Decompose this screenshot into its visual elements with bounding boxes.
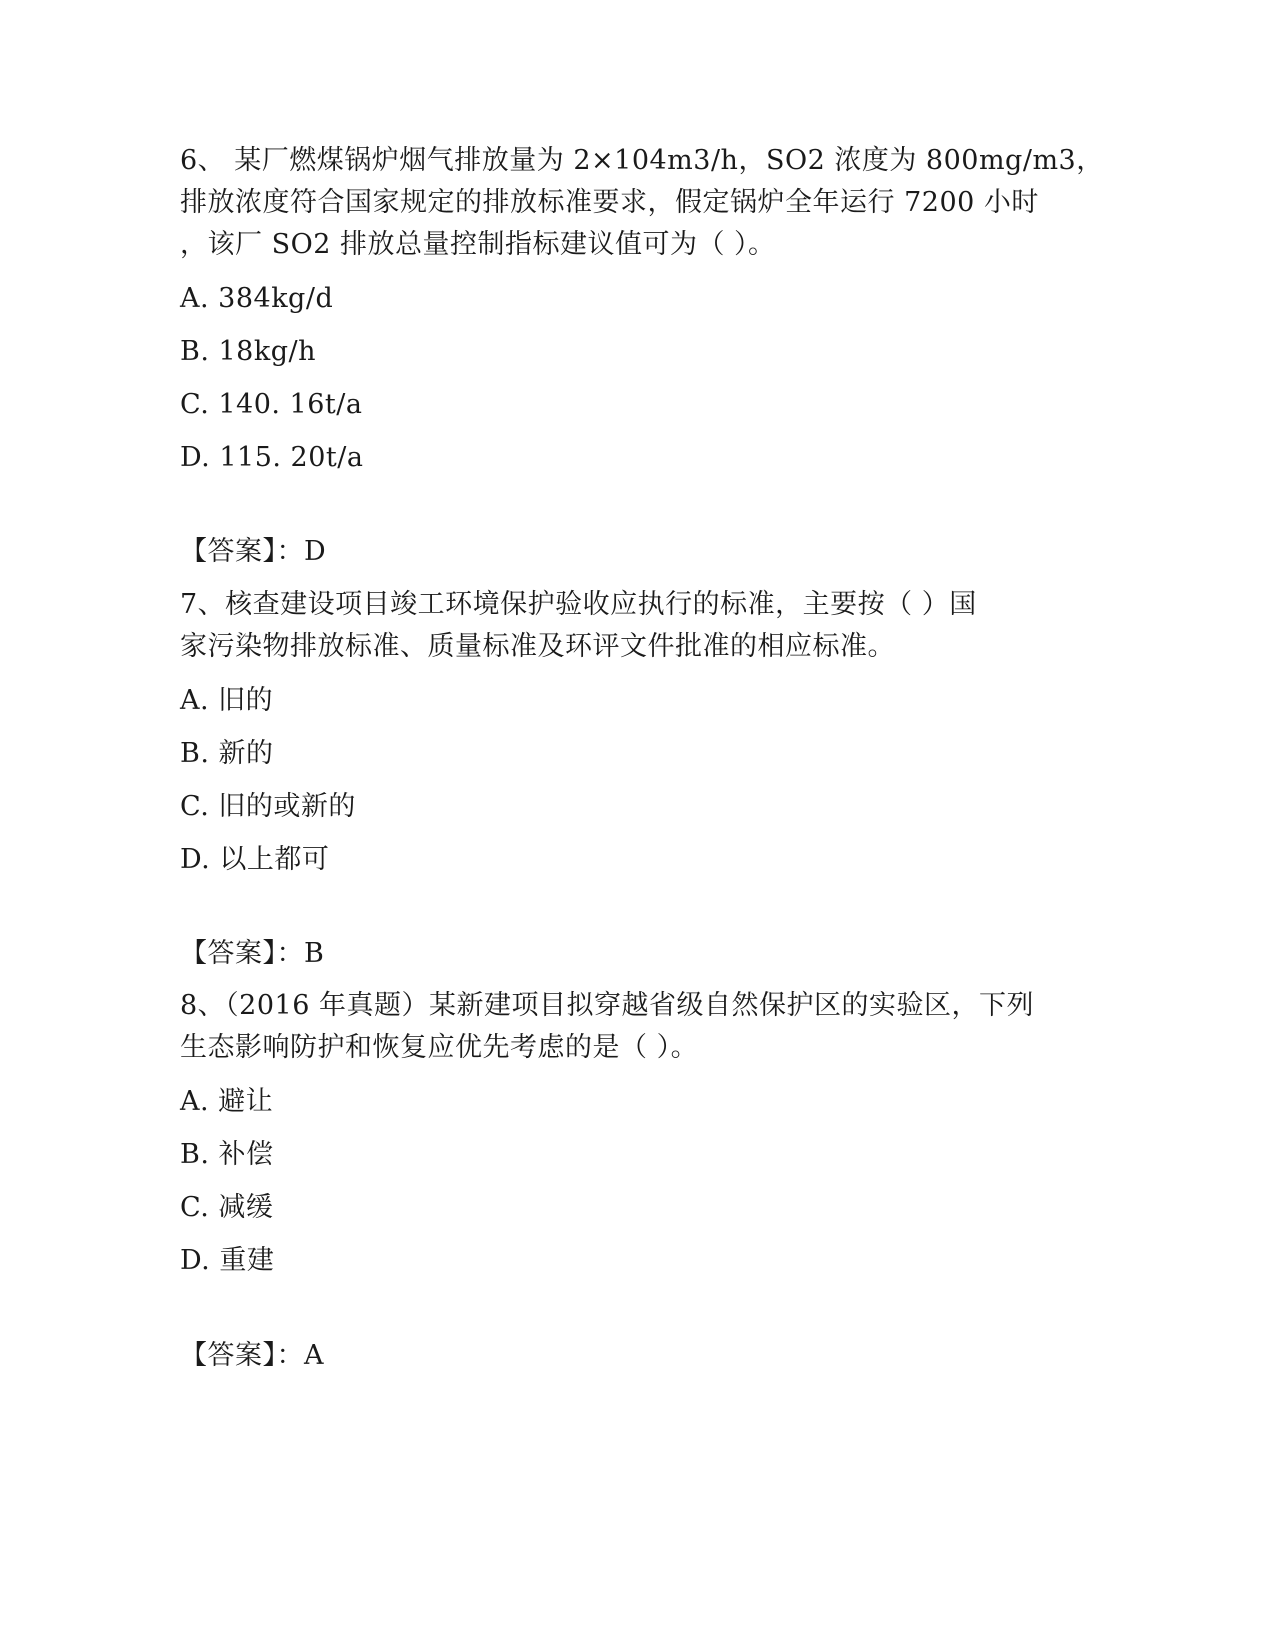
question-6-stem-line-1: 6、 某厂燃煤锅炉烟气排放量为 2×104m3/h，SO2 浓度为 800mg/m3， xyxy=(180,145,1104,176)
question-6-option-a: A. 384kg/d xyxy=(180,283,334,314)
question-8-stem-line-1: 8、（2016 年真题）某新建项目拟穿越省级自然保护区的实验区，下列 xyxy=(180,990,1034,1021)
question-6-stem-line-3: ，该厂 SO2 排放总量控制指标建议值可为（ ）。 xyxy=(180,229,776,260)
question-7-stem-line-2: 家污染物排放标准、质量标准及环评文件批准的相应标准。 xyxy=(180,631,895,662)
question-6-answer: 【答案】：D xyxy=(180,536,327,567)
question-6-stem-line-2: 排放浓度符合国家规定的排放标准要求，假定锅炉全年运行 7200 小时 xyxy=(180,187,1039,218)
question-7-option-b: B. 新的 xyxy=(180,738,274,769)
question-8-option-a: A. 避让 xyxy=(180,1086,274,1117)
question-7-option-c: C. 旧的或新的 xyxy=(180,791,356,822)
question-6-option-b: B. 18kg/h xyxy=(180,336,316,367)
question-7-answer: 【答案】：B xyxy=(180,938,325,969)
question-7-option-a: A. 旧的 xyxy=(180,685,274,716)
question-8-option-d: D. 重建 xyxy=(180,1245,275,1276)
question-7-option-d: D. 以上都可 xyxy=(180,844,330,875)
question-6-option-c: C. 140. 16t/a xyxy=(180,389,363,420)
question-6-option-d: D. 115. 20t/a xyxy=(180,442,364,473)
question-8-stem-line-2: 生态影响防护和恢复应优先考虑的是（ ）。 xyxy=(180,1032,699,1063)
question-8-answer: 【答案】：A xyxy=(180,1340,324,1371)
question-7-stem-line-1: 7、核查建设项目竣工环境保护验收应执行的标准，主要按（ ）国 xyxy=(180,589,977,620)
question-8-option-c: C. 减缓 xyxy=(180,1192,274,1223)
question-8-option-b: B. 补偿 xyxy=(180,1139,274,1170)
